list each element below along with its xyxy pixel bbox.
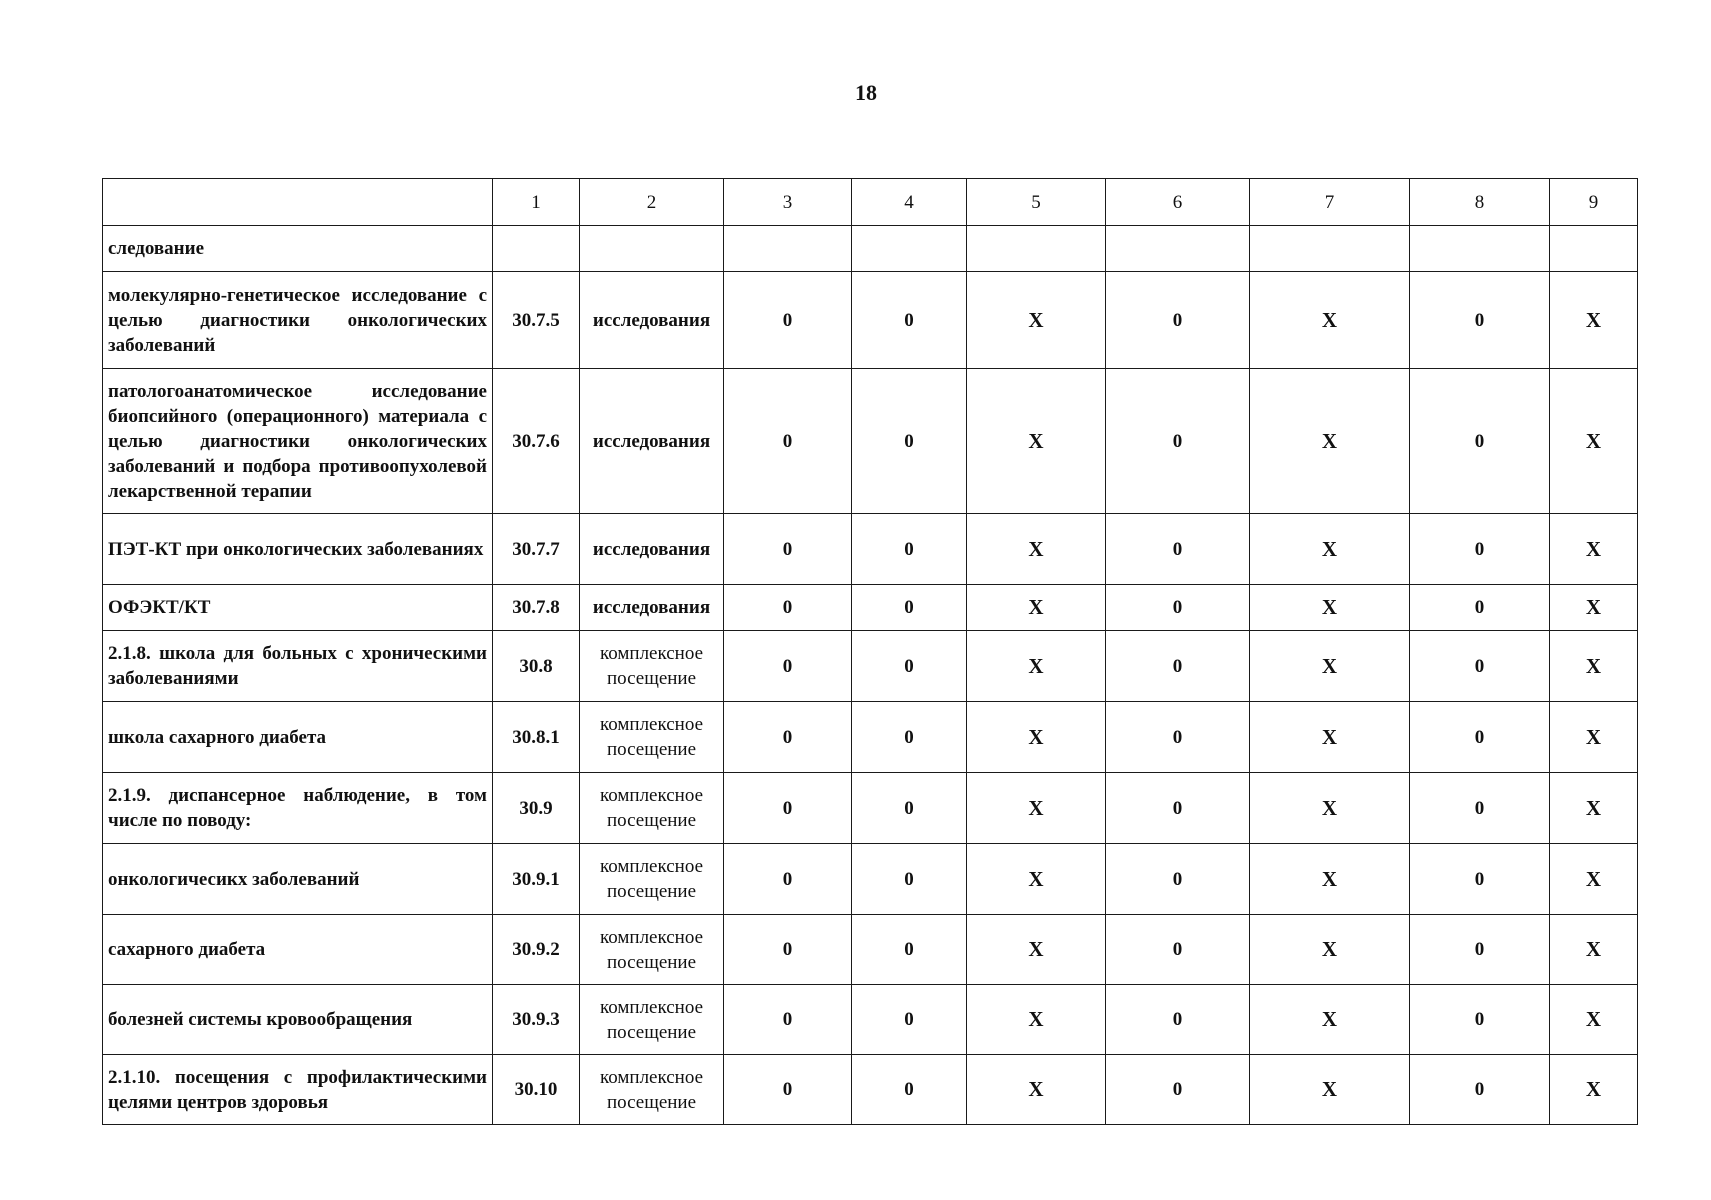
row-name: 2.1.8. школа для больных с хроническими заболеваниями [103,631,493,702]
value-cell: 0 [1106,915,1250,985]
value-cell: X [1550,985,1638,1055]
value-cell: X [1550,272,1638,369]
value-cell: 0 [724,915,852,985]
row-unit: комплексное посещение [580,631,724,702]
header-cell: 7 [1250,179,1410,226]
value-cell: X [967,915,1106,985]
value-cell: 0 [852,514,967,585]
value-cell: 0 [724,773,852,844]
value-cell: 0 [724,631,852,702]
value-cell: 0 [1410,985,1550,1055]
table-row [103,702,1638,773]
value-cell: 0 [724,844,852,915]
value-cell: 0 [852,844,967,915]
value-cell: 0 [1106,985,1250,1055]
table-row [103,844,1638,915]
value-cell: 0 [1410,1055,1550,1125]
value-cell: X [1250,915,1410,985]
header-cell: 8 [1410,179,1550,226]
table-row [103,985,1638,1055]
value-cell: X [967,369,1106,514]
row-name: ОФЭКТ/КТ [103,585,493,631]
value-cell: X [1550,585,1638,631]
value-cell: 0 [724,585,852,631]
value-cell: X [967,1055,1106,1125]
value-cell: 0 [1410,514,1550,585]
value-cell: 0 [1106,1055,1250,1125]
value-cell [1106,226,1250,272]
value-cell: X [967,702,1106,773]
page-number: 18 [855,80,877,105]
table-row [103,226,1638,272]
table-row [103,369,1638,514]
value-cell: X [967,844,1106,915]
header-cell: 6 [1106,179,1250,226]
table-row [103,631,1638,702]
value-cell: 0 [1106,369,1250,514]
row-unit: исследования [580,585,724,631]
value-cell: 0 [1410,585,1550,631]
value-cell: X [1250,773,1410,844]
row-code: 30.7.7 [493,514,580,585]
value-cell: 0 [1106,702,1250,773]
row-code: 30.7.6 [493,369,580,514]
value-cell: 0 [852,631,967,702]
value-cell: X [967,514,1106,585]
value-cell: 0 [852,369,967,514]
header-cell: 1 [493,179,580,226]
value-cell: 0 [852,915,967,985]
value-cell: X [1550,514,1638,585]
row-name: 2.1.10. посещения с профилактическими целями центров здоровья [103,1055,493,1125]
table-header-row [103,179,1638,226]
row-unit: комплексное посещение [580,773,724,844]
row-unit: комплексное посещение [580,844,724,915]
value-cell: X [1250,514,1410,585]
value-cell: X [967,773,1106,844]
value-cell: 0 [852,1055,967,1125]
row-name: школа сахарного диабета [103,702,493,773]
value-cell [1410,226,1550,272]
value-cell: 0 [1106,272,1250,369]
value-cell: X [1250,272,1410,369]
row-code: 30.8.1 [493,702,580,773]
value-cell: 0 [1410,272,1550,369]
value-cell: X [1250,702,1410,773]
value-cell: 0 [852,985,967,1055]
header-cell [103,179,493,226]
value-cell: 0 [724,514,852,585]
row-unit: комплексное посещение [580,1055,724,1125]
row-name: болезней системы кровообращения [103,985,493,1055]
header-cell: 9 [1550,179,1638,226]
row-unit: комплексное посещение [580,985,724,1055]
row-unit [580,226,724,272]
value-cell: X [1250,1055,1410,1125]
row-code: 30.9 [493,773,580,844]
value-cell: 0 [1410,702,1550,773]
value-cell: X [967,631,1106,702]
value-cell: 0 [1410,844,1550,915]
value-cell: 0 [724,272,852,369]
header-cell: 4 [852,179,967,226]
value-cell: 0 [1106,773,1250,844]
value-cell [1550,226,1638,272]
row-code: 30.7.8 [493,585,580,631]
row-unit: исследования [580,272,724,369]
value-cell: X [967,272,1106,369]
table-row [103,272,1638,369]
row-code: 30.7.5 [493,272,580,369]
value-cell: 0 [724,702,852,773]
value-cell: 0 [852,272,967,369]
table-row [103,773,1638,844]
value-cell: 0 [724,369,852,514]
value-cell: X [1250,985,1410,1055]
table-row [103,514,1638,585]
row-name: 2.1.9. диспансерное наблюдение, в том числе по поводу: [103,773,493,844]
row-unit: исследования [580,514,724,585]
row-name: сахарного диабета [103,915,493,985]
row-code: 30.9.1 [493,844,580,915]
header-cell: 5 [967,179,1106,226]
row-name: ПЭТ-КТ при онкологических заболеваниях [103,514,493,585]
value-cell: X [1550,631,1638,702]
value-cell: 0 [1106,514,1250,585]
header-cell: 2 [580,179,724,226]
value-cell: X [1550,773,1638,844]
value-cell: X [1250,631,1410,702]
value-cell [967,226,1106,272]
value-cell [724,226,852,272]
row-code: 30.8 [493,631,580,702]
row-name: молекулярно-генетическое исследование с целью диагностики онкологических заболеваний [103,272,493,369]
value-cell: 0 [1106,844,1250,915]
value-cell: 0 [1410,915,1550,985]
value-cell [852,226,967,272]
value-cell: 0 [724,985,852,1055]
row-code [493,226,580,272]
header-cell: 3 [724,179,852,226]
value-cell: X [1250,369,1410,514]
value-cell: 0 [852,585,967,631]
value-cell: X [1250,585,1410,631]
value-cell: X [967,585,1106,631]
value-cell: X [1550,844,1638,915]
table-row [103,1055,1638,1125]
value-cell: X [1250,844,1410,915]
row-code: 30.9.3 [493,985,580,1055]
value-cell: 0 [1106,631,1250,702]
row-name: следование [103,226,493,272]
row-unit: исследования [580,369,724,514]
row-code: 30.9.2 [493,915,580,985]
value-cell: 0 [1410,369,1550,514]
value-cell: 0 [1410,773,1550,844]
value-cell: 0 [724,1055,852,1125]
row-unit: комплексное посещение [580,702,724,773]
value-cell: X [1550,1055,1638,1125]
value-cell: 0 [1106,585,1250,631]
value-cell: X [1550,369,1638,514]
value-cell: 0 [852,773,967,844]
value-cell: X [967,985,1106,1055]
table-row [103,915,1638,985]
value-cell: X [1550,702,1638,773]
row-name: онкологичесикх заболеваний [103,844,493,915]
value-cell: X [1550,915,1638,985]
row-unit: комплексное посещение [580,915,724,985]
table-row [103,585,1638,631]
value-cell: 0 [1410,631,1550,702]
row-name: патологоанатомическое исследование биопсийного (операционного) материала с целью диагностики онкологических заболеваний и подбора противоопухолевой лекарственной терапии [103,369,493,514]
value-cell [1250,226,1410,272]
data-table [102,178,1638,1125]
value-cell: 0 [852,702,967,773]
row-code: 30.10 [493,1055,580,1125]
